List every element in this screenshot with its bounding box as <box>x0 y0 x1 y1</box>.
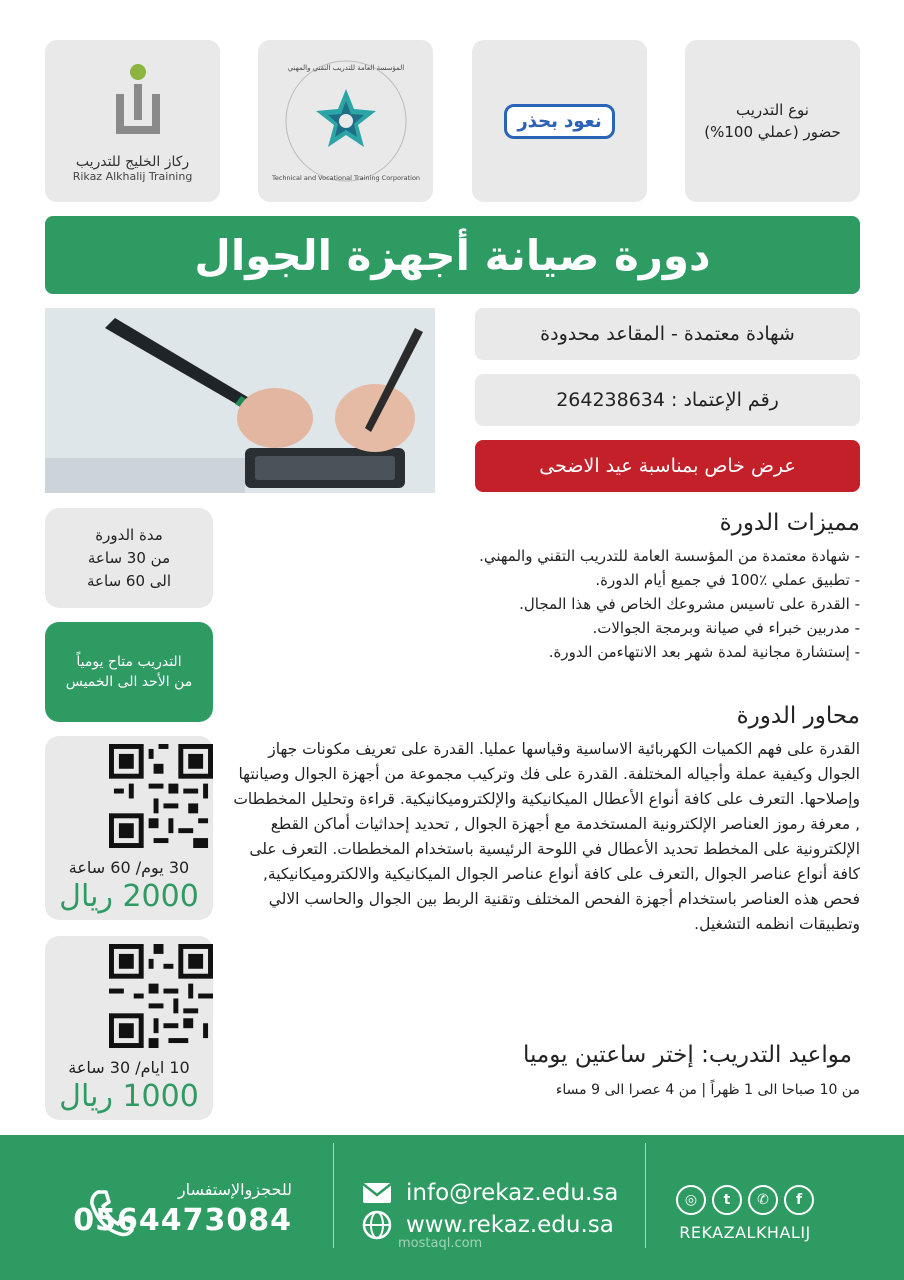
axes-heading: محاور الدورة <box>736 703 860 729</box>
email-text[interactable]: info@rekaz.edu.sa <box>406 1180 619 1206</box>
footer-divider <box>645 1143 646 1248</box>
schedule-section <box>230 1042 860 1098</box>
qr-code-icon[interactable] <box>109 744 213 848</box>
daily-line2: من الأحد الى الخميس <box>65 674 193 690</box>
qr-code-icon[interactable] <box>109 944 213 1048</box>
rikaz-mark-icon <box>88 60 178 150</box>
features-section <box>260 510 860 664</box>
daily-availability-box <box>45 622 213 722</box>
email-row[interactable] <box>362 1180 618 1206</box>
facebook-icon[interactable]: f <box>784 1185 814 1215</box>
duration-from: من 30 ساعة <box>87 548 171 567</box>
whatsapp-icon[interactable]: ✆ <box>748 1185 778 1215</box>
feature-item: - مدربين خبراء في صيانة وبرمجة الجوالات. <box>592 619 860 637</box>
certificate-pill: شهادة معتمدة - المقاعد محدودة <box>475 308 860 360</box>
mail-icon <box>362 1182 392 1204</box>
offer-pill: عرض خاص بمناسبة عيد الاضحى <box>475 440 860 492</box>
page-title: دورة صيانة أجهزة الجوال <box>45 216 860 294</box>
naood-bhathar-logo <box>472 40 647 202</box>
package-2-price: 1000 ريال <box>59 1079 199 1114</box>
features-heading: مميزات الدورة <box>719 510 860 536</box>
schedule-heading: مواعيد التدريب: إختر ساعتين يوميا <box>522 1042 852 1068</box>
svg-text:Technical and Vocational Train: Technical and Vocational Training Corporation <box>271 174 420 182</box>
repair-hands-image <box>45 308 435 493</box>
package-2-box <box>45 936 213 1120</box>
package-2-duration: 10 ايام/ 30 ساعة <box>68 1058 190 1077</box>
course-photo <box>45 308 435 493</box>
rikaz-logo <box>45 40 220 202</box>
daily-line1: التدريب متاح يومياً <box>76 654 182 670</box>
course-axes-section <box>230 703 860 937</box>
contact-phone[interactable]: 0564473084 <box>73 1203 292 1238</box>
tvtc-logo <box>258 40 433 202</box>
training-type-label: نوع التدريب <box>736 101 809 119</box>
globe-icon <box>362 1210 392 1240</box>
svg-text:المؤسسة العامة للتدريب التقني: المؤسسة العامة للتدريب التقني والمهني <box>287 64 404 72</box>
accreditation-pill: رقم الإعتماد : 264238634 <box>475 374 860 426</box>
duration-title: مدة الدورة <box>95 525 163 544</box>
axes-text: القدرة على فهم الكميات الكهربائية الاساسية وقياسها عمليا. القدرة على تعريف مكونات جهاز الجوال وكيفية عملة وأجياله المختلفة. القدرة على فك وتركيب مجموعة من أجهزة الجوال وصيانتها وإصلاحها. التعرف على كافة أنواع الأعطال الميكانيكية والإلكتروميكانيكية. قراءة وتحليل المخططات , معرفة رموز العناصر الإلكترونية المستخدمة مع أجهزة الجوال , تحديد إحداثيات أماكن القطع الإلكترونية على المخطط تحديد الأعطال في اللوحة الرئيسية باستخدام المخططات. التعرف على كافة أنواع عناصر الجوال ,التعرف على كافة أنواع عناصر الجوال الميكانيكية والالكتروميكانيكية, فحص هذه العناصر باستخدام أجهزة الفحص المختلف وتقنية الربط بين الجوال والحاسب الالي وتطبيقات انظمه التشغيل. <box>233 740 860 933</box>
social-handle: REKAZALKHALIJ <box>679 1223 811 1242</box>
naood-logo-badge: نعود بحذر <box>504 104 614 139</box>
training-type-value: حضور (عملي 100%) <box>704 123 841 141</box>
instagram-icon[interactable]: ◎ <box>676 1185 706 1215</box>
training-type-card <box>685 40 860 202</box>
features-list <box>260 544 860 664</box>
package-1-box <box>45 736 213 920</box>
feature-item: - شهادة معتمدة من المؤسسة العامة للتدريب التقني والمهني. <box>479 547 860 565</box>
schedule-times: من 10 صباحا الى 1 ظهراً | من 4 عصرا الى 9 مساء <box>555 1082 860 1098</box>
footer-divider <box>333 1143 334 1248</box>
watermark: mostaql.com <box>398 1236 483 1251</box>
twitter-icon[interactable]: t <box>712 1185 742 1215</box>
package-1-price: 2000 ريال <box>59 879 199 914</box>
duration-to: الى 60 ساعة <box>87 571 172 590</box>
duration-box <box>45 508 213 608</box>
social-block <box>670 1185 820 1242</box>
contact-block <box>73 1180 292 1238</box>
tvtc-emblem-icon <box>271 56 420 186</box>
package-1-duration: 30 يوم/ 60 ساعة <box>68 858 190 877</box>
rikaz-logo-en: Rikaz Alkhalij Training <box>72 169 193 183</box>
website-text[interactable]: www.rekaz.edu.sa <box>406 1212 614 1238</box>
feature-item: - تطبيق عملي ٪100 في جميع أيام الدورة. <box>595 571 860 589</box>
feature-item: - إستشارة مجانية لمدة شهر بعد الانتهاءمن الدورة. <box>548 643 860 661</box>
rikaz-logo-ar: ركاز الخليج للتدريب <box>75 153 190 170</box>
contact-label: للحجزوالإستفسار <box>177 1180 292 1199</box>
feature-item: - القدرة على تاسيس مشروعك الخاص في هذا المجال. <box>519 595 860 613</box>
